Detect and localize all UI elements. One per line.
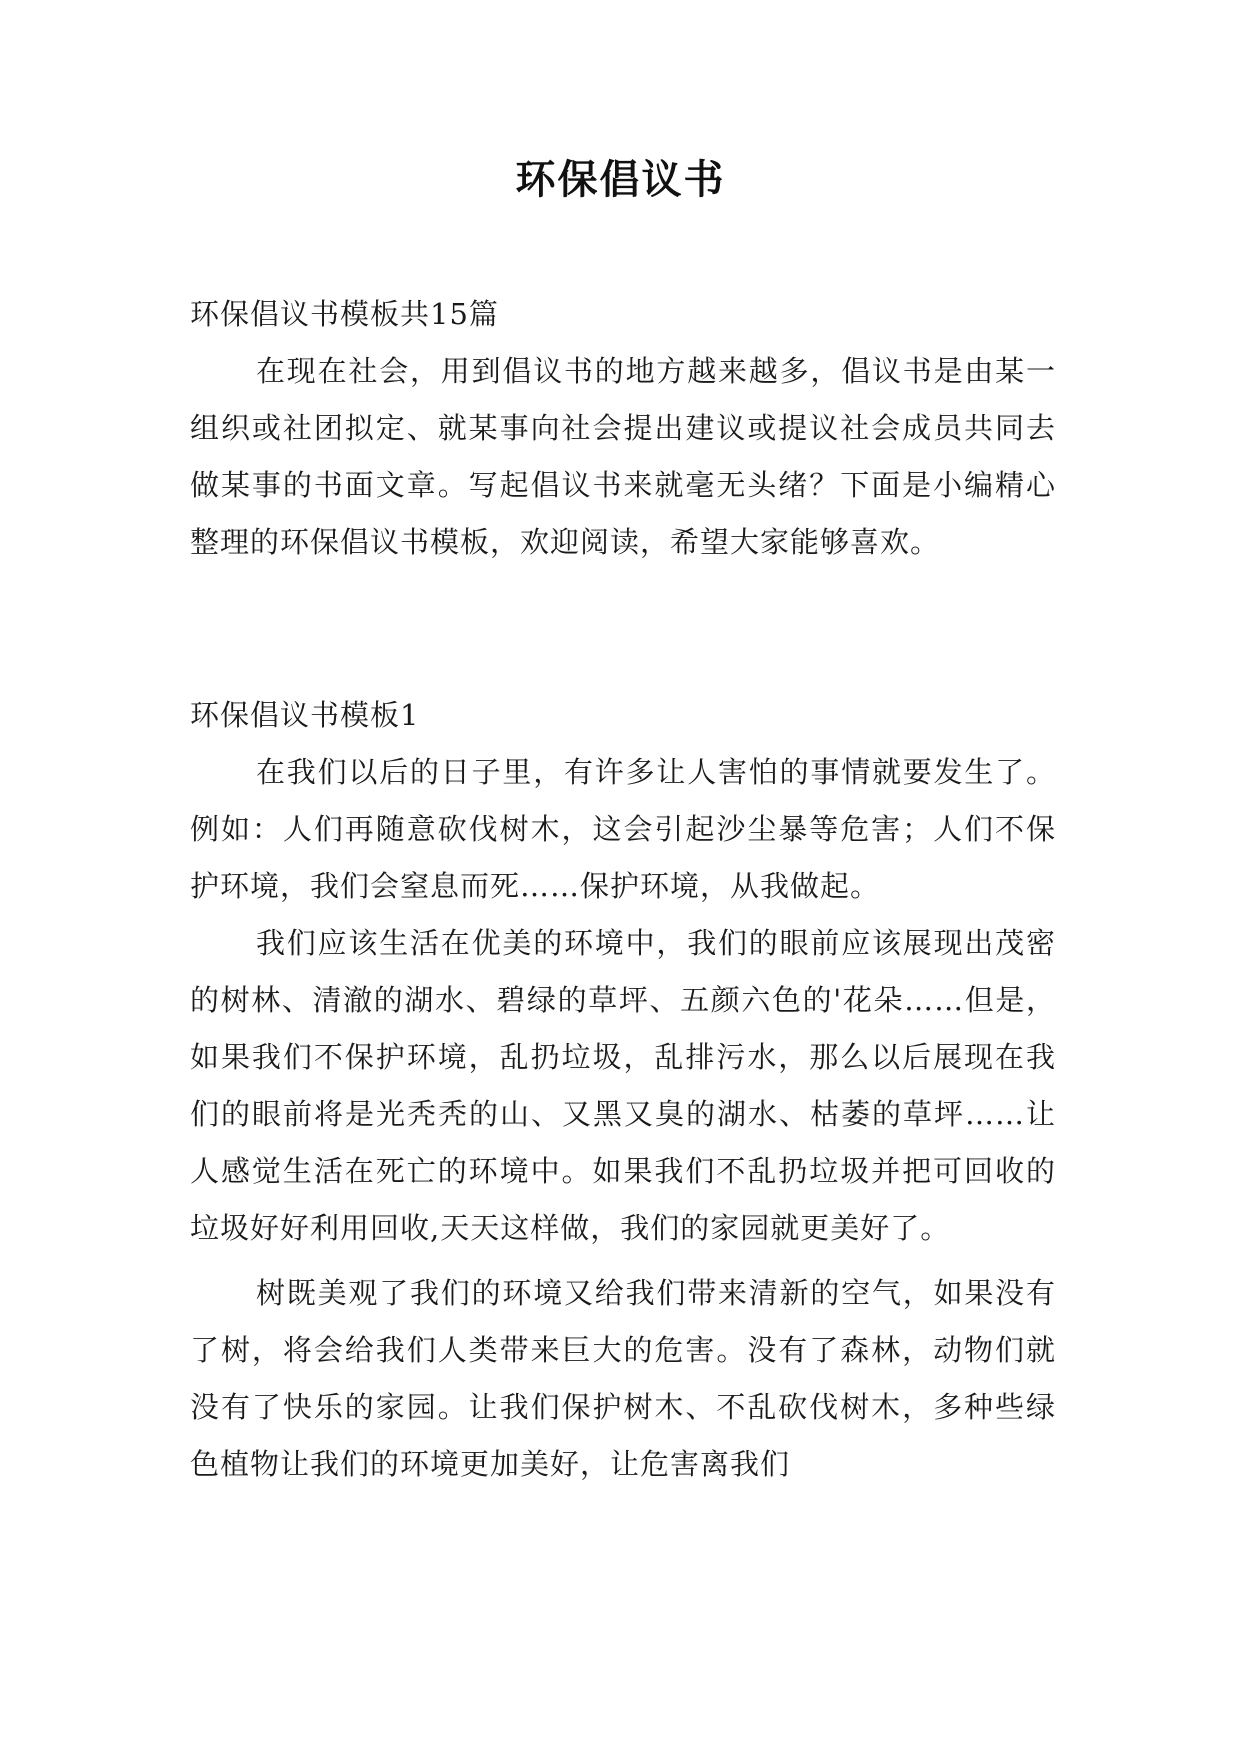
- section-paragraph: 树既美观了我们的环境又给我们带来清新的空气，如果没有了树，将会给我们人类带来巨大的危害。没有了森林，动物们就没有了快乐的家园。让我们保护树木、不乱砍伐树木，多种些绿色植物让我们的环境更加美好，让危害离我们: [190, 1276, 1056, 1481]
- section-body: [190, 744, 1056, 1493]
- intro-section: [190, 343, 1056, 571]
- section-heading: 环保倡议书模板1: [190, 698, 420, 732]
- page-title: 环保倡议书: [515, 157, 726, 203]
- document-subtitle: 环保倡议书模板共15篇: [190, 297, 499, 331]
- intro-paragraph: 在现在社会，用到倡议书的地方越来越多，倡议书是由某一组织或社团拟定、就某事向社会提出建议或提议社会成员共同去做某事的书面文章。写起倡议书来就毫无头绪？下面是小编精心整理的环保倡议书模板，欢迎阅读，希望大家能够喜欢。: [190, 354, 1056, 559]
- section-paragraph: 在我们以后的日子里，有许多让人害怕的事情就要发生了。例如：人们再随意砍伐树木，这会引起沙尘暴等危害；人们不保护环境，我们会窒息而死……保护环境，从我做起。: [190, 755, 1056, 903]
- section-paragraph: 我们应该生活在优美的环境中，我们的眼前应该展现出茂密的树林、清澈的湖水、碧绿的草坪、五颜六色的'花朵……但是，如果我们不保护环境，乱扔垃圾，乱排污水，那么以后展现在我们的眼前将是光秃秃的山、又黑又臭的湖水、枯萎的草坪……让人感觉生活在死亡的环境中。如果我们不乱扔垃圾并把可回收的垃圾好好利用回收,天天这样做，我们的家园就更美好了。: [190, 926, 1056, 1245]
